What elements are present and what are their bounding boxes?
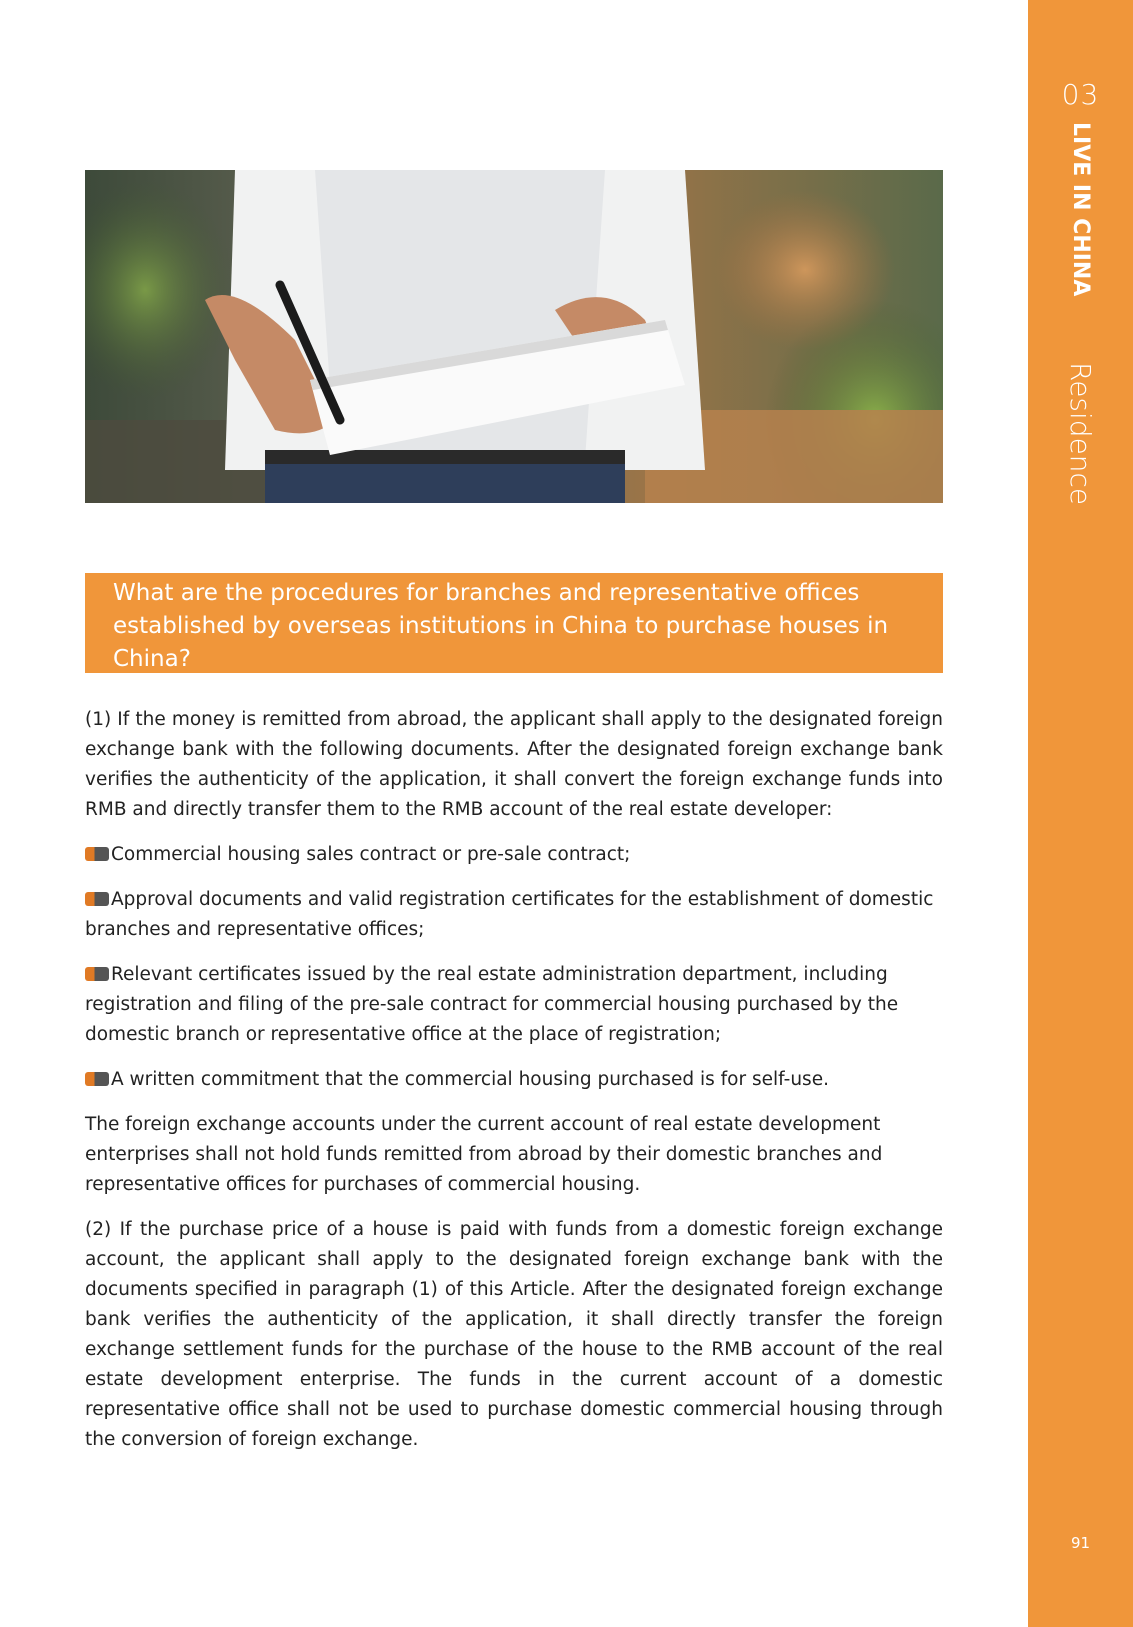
list-item-text: Approval documents and valid registration certificates for the establishment of domestic branches and representative offices; [85, 889, 934, 940]
question-banner: What are the procedures for branches and representative offices established by overseas institutions in China to purchase houses in China? [85, 573, 943, 673]
paragraph-3: (2) If the purchase price of a house is paid with funds from a domestic foreign exchange account, the applicant shall apply to the designated foreign exchange bank with the documents specified in paragraph (1) of this Article. After the designated foreign exchange bank verifies the authenticity of the application, it shall directly transfer the foreign exchange settlement funds for the purchase of the house to the RMB account of the real estate development enterprise. The funds in the current account of a domestic representative office shall not be used to purchase domestic commercial housing through the conversion of foreign exchange. [85, 1219, 943, 1450]
list-item [85, 1065, 943, 1095]
list-item [85, 840, 943, 870]
section-title: Residence [1064, 362, 1097, 506]
chapter-title: LIVE IN CHINA [1068, 122, 1093, 297]
list-item-text: A written commitment that the commercial housing purchased is for self-use. [111, 1069, 829, 1090]
list-item-text: Relevant certificates issued by the real estate administration department, including registration and filing of the pre-sale contract for commercial housing purchased by the domestic branch or representative office at the place of registration; [85, 964, 899, 1045]
list-item-text: Commercial housing sales contract or pre-sale contract; [111, 844, 631, 865]
page-number: 91 [1070, 1534, 1091, 1552]
bullet-icon [85, 892, 109, 906]
bullet-icon [85, 1072, 109, 1086]
paragraph-2: The foreign exchange accounts under the current account of real estate development enterprises shall not hold funds remitted from abroad by their domestic branches and representative offices for purchases of commercial housing. [85, 1114, 883, 1195]
bullet-icon [85, 847, 109, 861]
chapter-number: 03 [1061, 78, 1100, 111]
chapter-sidebar [1028, 0, 1133, 1627]
list-item [85, 885, 943, 945]
bullet-icon [85, 967, 109, 981]
document-signing-photo [85, 170, 943, 503]
list-item [85, 960, 943, 1050]
paragraph-1: (1) If the money is remitted from abroad, the applicant shall apply to the designated foreign exchange bank with the following documents. After the designated foreign exchange bank verifies the authenticity of the application, it shall convert the foreign exchange funds into RMB and directly transfer them to the RMB account of the real estate developer: [85, 709, 943, 820]
article-body [85, 705, 943, 1470]
